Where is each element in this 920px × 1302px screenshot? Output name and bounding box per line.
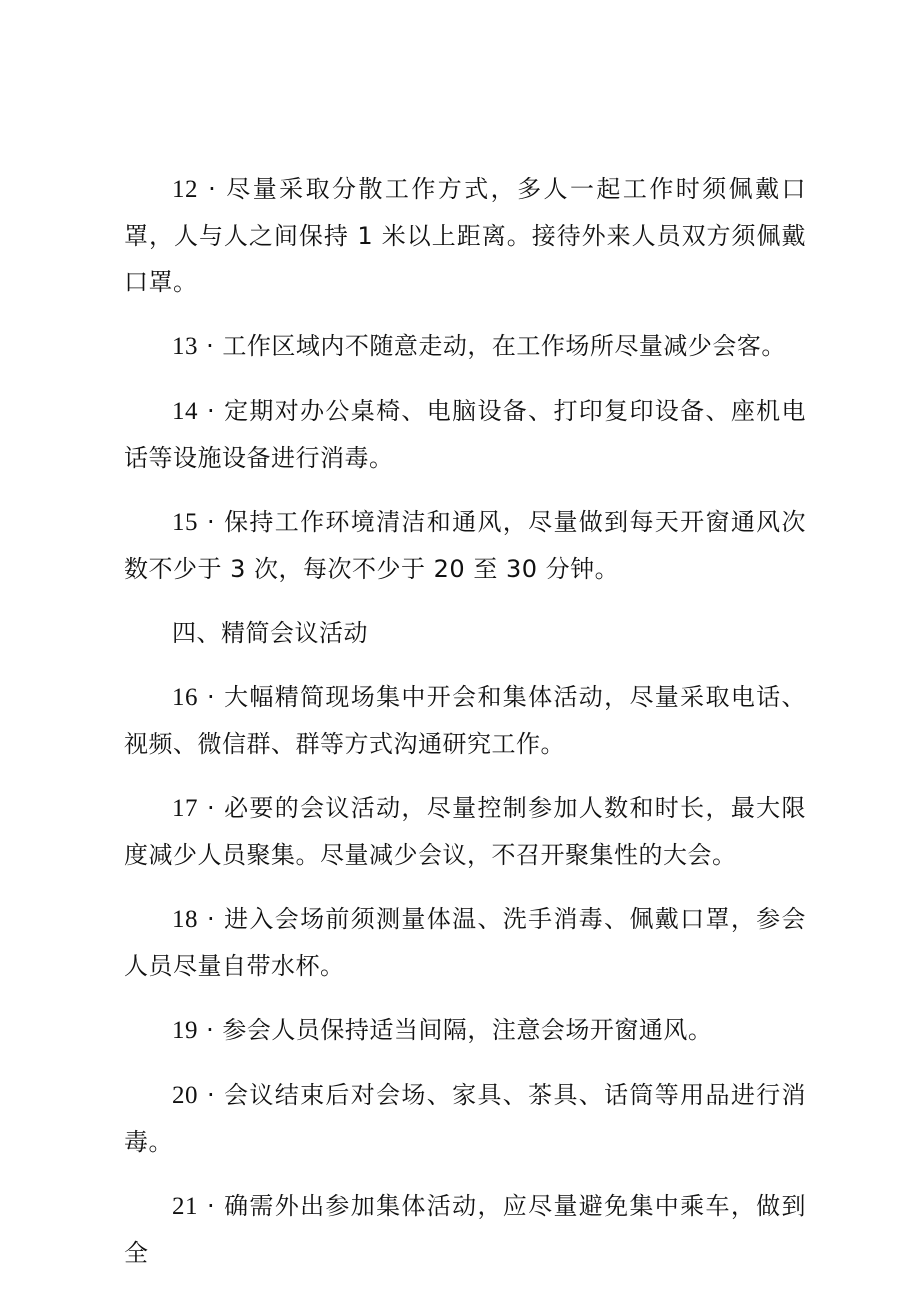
paragraph-number: 15: [172, 509, 198, 536]
paragraph-number: 13: [172, 333, 198, 360]
paragraph-text: 定期对办公桌椅、电脑设备、打印复印设备、座机电话等设施设备进行消毒。: [124, 397, 806, 472]
paragraph-text: 保持工作环境清洁和通风，尽量做到每天开窗通风次数不少于 3 次，每次不少于 20 至 30 分钟。: [124, 508, 806, 583]
section-heading: [124, 610, 806, 656]
paragraph-number: 12: [172, 176, 198, 203]
paragraph-separator: ·: [198, 175, 227, 203]
paragraph-separator: ·: [198, 1016, 223, 1044]
paragraph-16: [124, 674, 806, 767]
paragraph-18: [124, 896, 806, 989]
paragraph-separator: ·: [198, 1081, 225, 1109]
paragraph-number: 14: [172, 398, 198, 425]
paragraph-text: 参会人员保持适当间隔，注意会场开窗通风。: [222, 1016, 713, 1044]
paragraph-separator: ·: [198, 397, 225, 425]
section-heading-text: 四、精简会议活动: [172, 619, 368, 647]
paragraph-separator: ·: [198, 683, 225, 711]
paragraph-13: [124, 323, 806, 370]
paragraph-separator: ·: [198, 1192, 225, 1220]
paragraph-separator: ·: [198, 794, 225, 822]
paragraph-number: 20: [172, 1082, 198, 1109]
paragraph-separator: ·: [198, 508, 225, 536]
paragraph-17: [124, 785, 806, 878]
paragraph-12: [124, 166, 806, 305]
paragraph-text: 确需外出参加集体活动，应尽量避免集中乘车，做到全: [124, 1192, 806, 1267]
paragraph-20: [124, 1072, 806, 1165]
paragraph-separator: ·: [198, 332, 223, 360]
paragraph-19: [124, 1007, 806, 1054]
paragraph-21: [124, 1183, 806, 1276]
paragraph-14: [124, 388, 806, 481]
paragraph-number: 17: [172, 795, 198, 822]
paragraph-text: 工作区域内不随意走动，在工作场所尽量减少会客。: [222, 332, 786, 360]
paragraph-text: 进入会场前须测量体温、洗手消毒、佩戴口罩，参会人员尽量自带水杯。: [124, 905, 806, 980]
paragraph-text: 会议结束后对会场、家具、茶具、话筒等用品进行消毒。: [124, 1081, 806, 1156]
document-page: [124, 166, 806, 1294]
paragraph-text: 必要的会议活动，尽量控制参加人数和时长，最大限度减少人员聚集。尽量减少会议，不召开聚集性的大会。: [124, 794, 806, 869]
paragraph-text: 尽量采取分散工作方式，多人一起工作时须佩戴口罩，人与人之间保持 1 米以上距离。接待外来人员双方须佩戴口罩。: [124, 175, 807, 296]
paragraph-number: 16: [172, 684, 198, 711]
paragraph-separator: ·: [198, 905, 225, 933]
paragraph-number: 19: [172, 1017, 198, 1044]
paragraph-number: 18: [172, 906, 198, 933]
paragraph-15: [124, 499, 806, 592]
paragraph-text: 大幅精简现场集中开会和集体活动，尽量采取电话、视频、微信群、群等方式沟通研究工作。: [124, 683, 806, 758]
paragraph-number: 21: [172, 1193, 198, 1220]
